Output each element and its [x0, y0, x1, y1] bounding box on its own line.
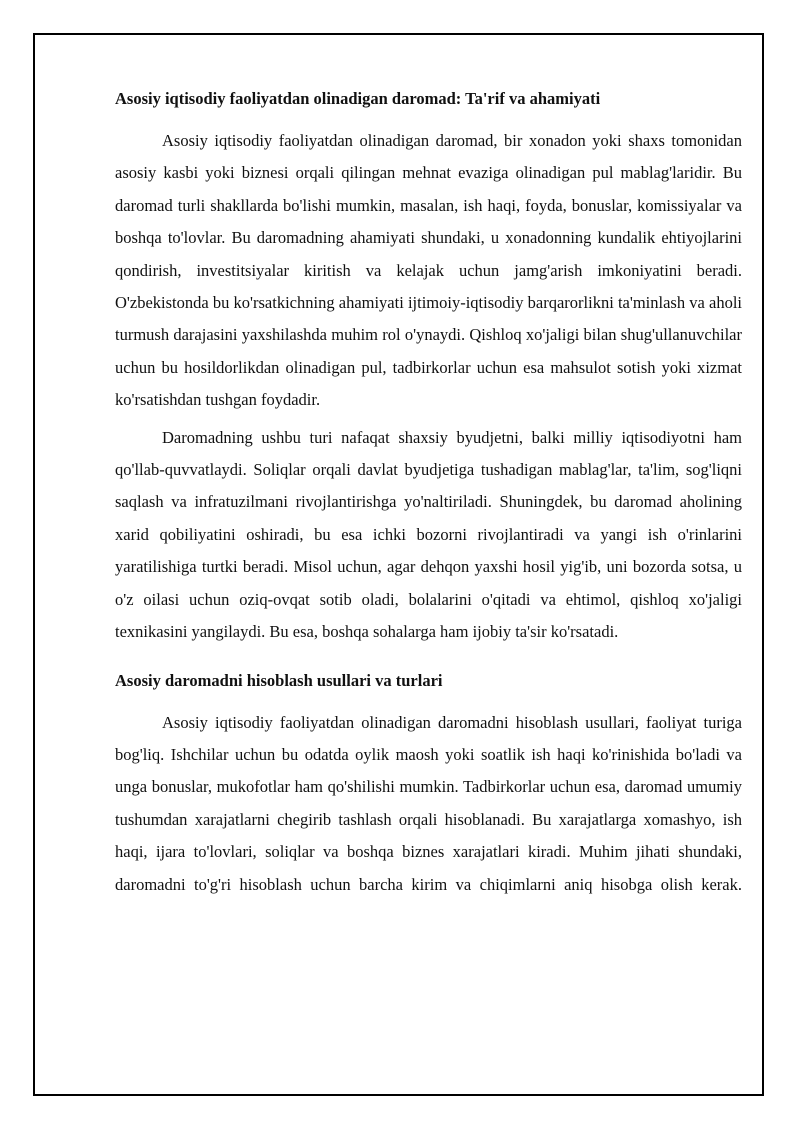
paragraph-definition: Asosiy iqtisodiy faoliyatdan olinadigan daromad, bir xonadon yoki shaxs tomonidan asosiy kasbi yoki biznesi orqali qilingan mehnat evaziga olinadigan pul mablag'laridir. Bu daromad turli shakllarda bo'lishi mumkin, masalan, ish haqi, foyda, bonuslar, komissiyalar va boshqa to'lovlar. Bu daromadning ahamiyati shundaki, u xonadonning kundalik ehtiyojlarini qondirish, investitsiyalar kiritish va kelajak uchun jamg'arish imkoniyatini beradi. O'zbekistonda bu ko'rsatkichning ahamiyati ijtimoiy-iqtisodiy barqarorlikni ta'minlash va aholi turmush darajasini yaxshilashda muhim rol o'ynaydi. Qishloq xo'jaligi bilan shug'ullanuvchilar uchun bu hosildorlikdan olinadigan pul, tadbirkorlar uchun esa mahsulot sotish yoki xizmat ko'rsatishdan tushgan foydadir. [115, 131, 742, 410]
section-heading-definition: Asosiy iqtisodiy faoliyatdan olinadigan daromad: Ta'rif va ahamiyati [115, 89, 601, 108]
paragraph-calculation-methods: Asosiy iqtisodiy faoliyatdan olinadigan daromadni hisoblash usullari, faoliyat turiga bog'liq. Ishchilar uchun bu odatda oylik maosh yoki soatlik ish haqi ko'rinishida bo'ladi va unga bonuslar, mukofotlar ham qo'shilishi mumkin. Tadbirkorlar uchun esa, daromad umumiy tushumdan xarajatlarni chegirib tashlash orqali hisoblanadi. Bu xarajatlarga xomashyo, ish haqi, ijara to'lovlari, soliqlar va boshqa biznes xarajatlari kiradi. Muhim jihati shundaki, daromadni to'g'ri hisoblash uchun barcha kirim va chiqimlarni aniq hisobga olish kerak. [115, 712, 742, 894]
document-body [115, 86, 742, 901]
section-heading-calculation: Asosiy daromadni hisoblash usullari va turlari [115, 670, 443, 690]
paragraph-economy-support: Daromadning ushbu turi nafaqat shaxsiy byudjetni, balki milliy iqtisodiyotni ham qo'llab-quvvatlaydi. Soliqlar orqali davlat byudjetiga tushadigan mablag'lar, ta'lim, sog'liqni saqlash va infratuzilmani rivojlantirishga yo'naltiriladi. Shuningdek, bu daromad aholining xarid qobiliyatini oshiradi, bu esa ichki bozorni rivojlantiradi va yangi ish o'rinlarini yaratilishiga turtki beradi. Misol uchun, agar dehqon yaxshi hosil yig'ib, uni bozorda sotsa, u o'z oilasi uchun oziq-ovqat sotib oladi, bolalarini o'qitadi va ehtimol, qishloq xo'jaligi texnikasini yangilaydi. Bu esa, boshqa sohalarga ham ijobiy ta'sir ko'rsatadi. [115, 427, 742, 642]
